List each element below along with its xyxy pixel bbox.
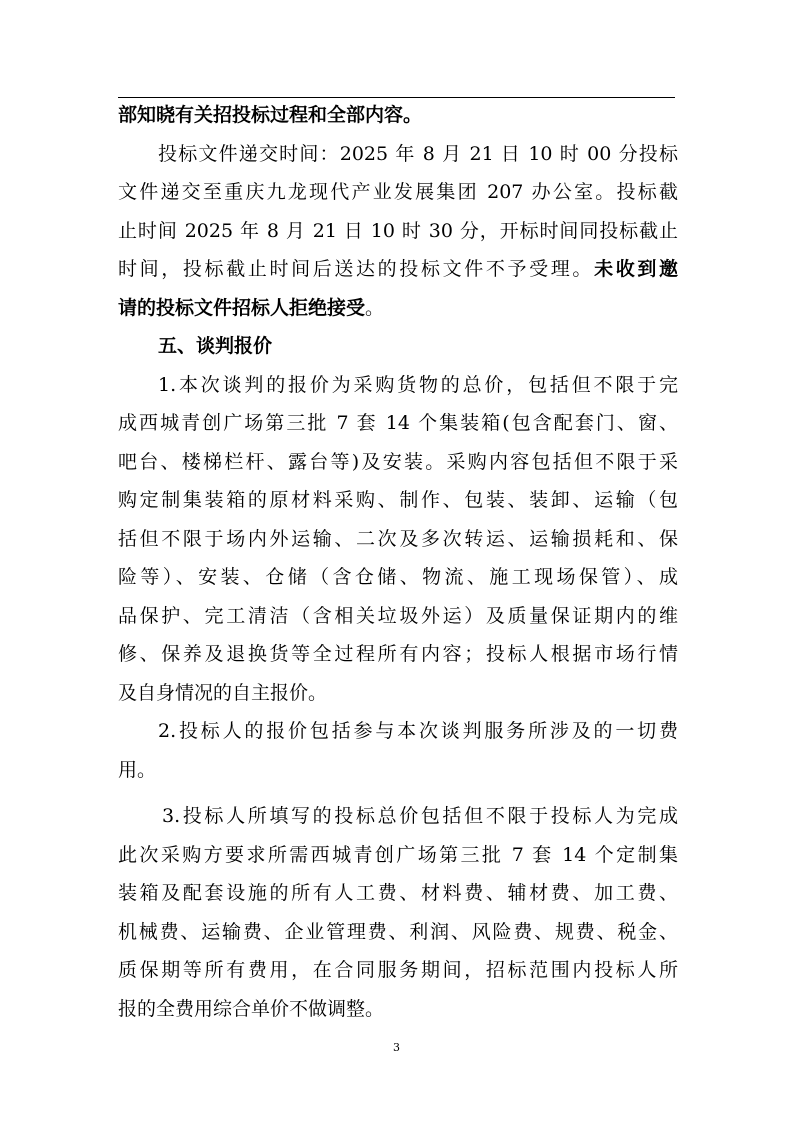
rejection-notice-period: 。 <box>365 296 385 319</box>
item-1-line: 品保护、完工清洁（含相关垃圾外运）及质量保证期内的维 <box>118 604 678 627</box>
item-2-line: 用。 <box>118 758 157 781</box>
submission-line-5 <box>118 289 678 328</box>
rejection-notice-end: 请的投标文件招标人拒绝接受 <box>118 296 366 319</box>
item-1-line: 成西城青创广场第三批 7 套 14 个集装箱(包含配套门、窗、 <box>118 412 678 434</box>
item-1-line: 吧台、楼梯栏杆、露台等)及安装。采购内容包括但不限于采 <box>118 450 678 473</box>
item-3-paragraph <box>118 797 678 1028</box>
section-heading: 五、谈判报价 <box>158 335 273 357</box>
item-1-line: 括但不限于场内外运输、二次及多次转运、运输损耗和、保 <box>118 527 678 550</box>
item-1-line: 购定制集装箱的原材料采购、制作、包装、装卸、运输（包 <box>118 489 678 511</box>
item-3-line: 此次采购方要求所需西城青创广场第三批 7 套 14 个定制集 <box>118 843 678 866</box>
submission-line-4 <box>118 250 678 289</box>
item-1-paragraph <box>118 366 678 713</box>
item-2-paragraph <box>118 712 678 789</box>
submission-paragraph <box>118 135 678 328</box>
rejection-notice-start: 未收到邀 <box>594 258 678 280</box>
item-2-line: 2.投标人的报价包括参与本次谈判服务所涉及的一切费 <box>158 720 678 742</box>
item-3-line: 装箱及配套设施的所有人工费、材料费、辅材费、加工费、 <box>118 882 678 904</box>
item-1-line: 及自身情况的自主报价。 <box>118 681 328 704</box>
continuation-line: 部知晓有关招投标过程和全部内容。 <box>118 104 423 126</box>
submission-line-4-text: 时间，投标截止时间后送达的投标文件不予受理。 <box>118 258 595 280</box>
item-1-line: 险等）、安装、仓储（含仓储、物流、施工现场保管）、成 <box>118 566 678 588</box>
page-number: 3 <box>393 1041 400 1054</box>
submission-line-1: 投标文件递交时间：2025 年 8 月 21 日 10 时 00 分投标 <box>158 142 678 165</box>
item-1-line: 修、保养及退换货等全过程所有内容；投标人根据市场行情 <box>118 643 678 665</box>
document-body <box>118 96 678 1028</box>
submission-line-2: 文件递交至重庆九龙现代产业发展集团 207 办公室。投标截 <box>118 181 678 203</box>
item-3-line: 报的全费用综合单价不做调整。 <box>118 997 385 1020</box>
item-3-line: 质保期等所有费用，在合同服务期间，招标范围内投标人所 <box>118 959 678 981</box>
item-1-line: 1.本次谈判的报价为采购货物的总价，包括但不限于完 <box>158 373 678 396</box>
paragraph-gap <box>118 789 678 797</box>
submission-line-3: 止时间 2025 年 8 月 21 日 10 时 30 分，开标时间同投标截止 <box>118 219 678 242</box>
item-3-line: 3.投标人所填写的投标总价包括但不限于投标人为完成 <box>162 805 678 827</box>
item-3-line: 机械费、运输费、企业管理费、利润、风险费、规费、税金、 <box>118 920 678 943</box>
